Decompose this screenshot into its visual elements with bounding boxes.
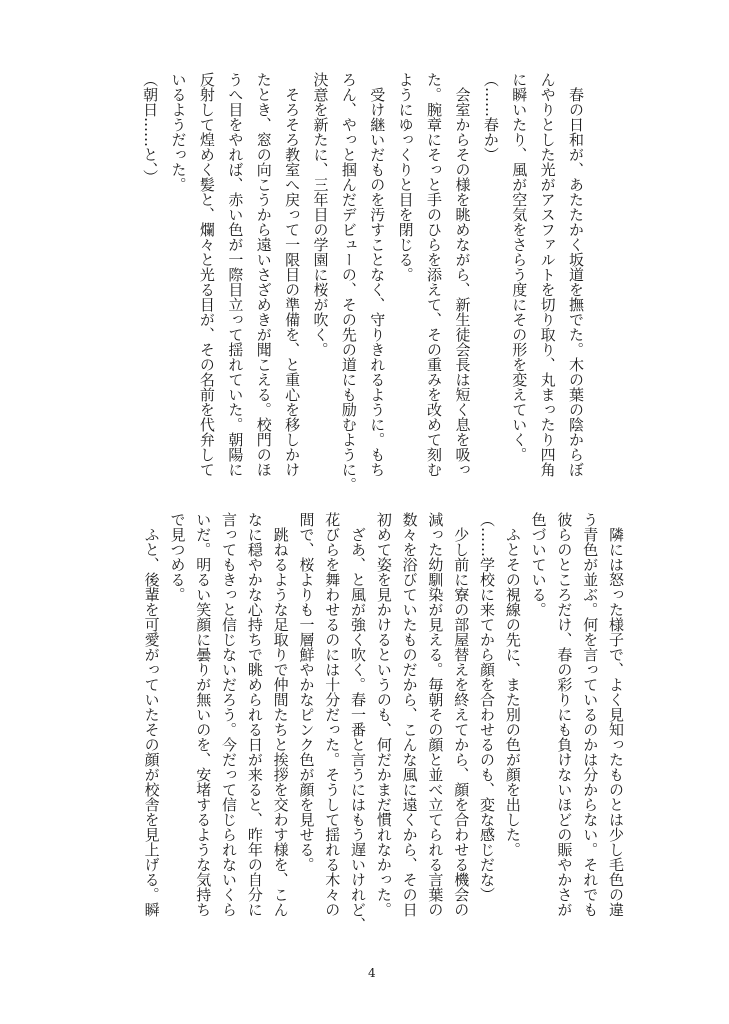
text-line: ようにゆっくりと目を閉じる。 — [396, 72, 415, 282]
text-line: ふとその視線の先に、また別の色が顔を出した。 — [503, 512, 522, 857]
text-line: （……学校に来てから顔を合わせるのも、変な感じだな） — [478, 512, 497, 902]
text-line: に瞬いたり、風が空気をさらう度にその形を変えていく。 — [510, 72, 529, 462]
text-line: たとき、窓の向こうから遠いさざめきが聞こえる。校門のほ — [254, 72, 273, 477]
text-line: 間で、桜よりも一層鮮やかなピンク色が顔を見せる。 — [297, 512, 316, 872]
top-text-block — [129, 72, 583, 502]
text-line: で見つめる。 — [168, 512, 187, 602]
bottom-text-block — [133, 512, 623, 942]
text-line: 決意を新たに、三年目の学園に桜が吹く。 — [311, 72, 330, 357]
text-line: 跳ねるような足取りで仲間たちと挨拶を交わす様を、こん — [271, 512, 290, 917]
text-line: 春の日和が、あたたかく坂道を撫でた。木の葉の陰からぼ — [567, 72, 585, 477]
text-line: ろん、やっと掴んだデビューの、その先の道にも励むように。 — [339, 72, 358, 492]
text-line: 反射して煌めく髪と、爛々と光る目が、その名前を代弁して — [197, 72, 216, 477]
text-line: 受け継いだものを汚すことなく、守りきれるように。もち — [368, 72, 387, 477]
text-line: いるようだった。 — [169, 72, 188, 192]
text-line: 隣には怒った様子で、よく見知ったものとは少し毛色の違 — [607, 512, 625, 917]
text-line: 花びらを舞わせるのには十分だった。そうして揺れる木々の — [323, 512, 342, 917]
text-line: 彼らのところだけ、春の彩りにも負けないほどの賑やかさが — [555, 512, 574, 917]
text-line: た。腕章にそっと手のひらを添えて、その重みを改めて刻む — [425, 72, 444, 477]
text-line: 初めて姿を見かけるというのも、何だかまだ慣れなかった。 — [374, 512, 393, 917]
text-line: なに穏やかな心持ちで眺められる日が来ると、昨年の自分に — [245, 512, 264, 917]
text-line: （……春か） — [481, 72, 500, 162]
text-line: 言ってもきっと信じないだろう。今だって信じられないくら — [220, 512, 239, 917]
text-line: 数々を浴びていたものだから、こんな風に遠くから、その日 — [400, 512, 419, 917]
text-line: ふと、後輩を可愛がっていたその顔が校舎を見上げる。瞬 — [142, 512, 161, 917]
text-line: んやりとした光がアスファルトを切り取り、丸まったり四角 — [538, 72, 557, 477]
text-line: いだ。明るい笑顔に曇りが無いのを、安堵するような気持ち — [194, 512, 213, 917]
page-number: 4 — [368, 966, 376, 980]
text-line: うへ目をやれば、赤い色が一際目立って揺れていた。朝陽に — [226, 72, 245, 477]
text-line: 会室からその様を眺めながら、新生徒会長は短く息を吸っ — [453, 72, 472, 477]
text-line: う青色が並ぶ。何を言っているのかは分からない。それでも — [581, 512, 600, 917]
text-line: 減った幼馴染が見える。毎朝その顔と並べ立てられる言葉の — [426, 512, 445, 917]
text-line: ざあ、と風が強く吹く。春一番と言うにはもう遅いけれど、 — [349, 512, 368, 932]
text-line: （朝日……と、） — [141, 72, 160, 185]
text-line: 少し前に寮の部屋替えを終えてから、顔を合わせる機会の — [452, 512, 471, 917]
text-line: 色づいている。 — [529, 512, 548, 617]
text-line: そろそろ教室へ戻って一限目の準備を、と重心を移しかけ — [283, 72, 302, 477]
